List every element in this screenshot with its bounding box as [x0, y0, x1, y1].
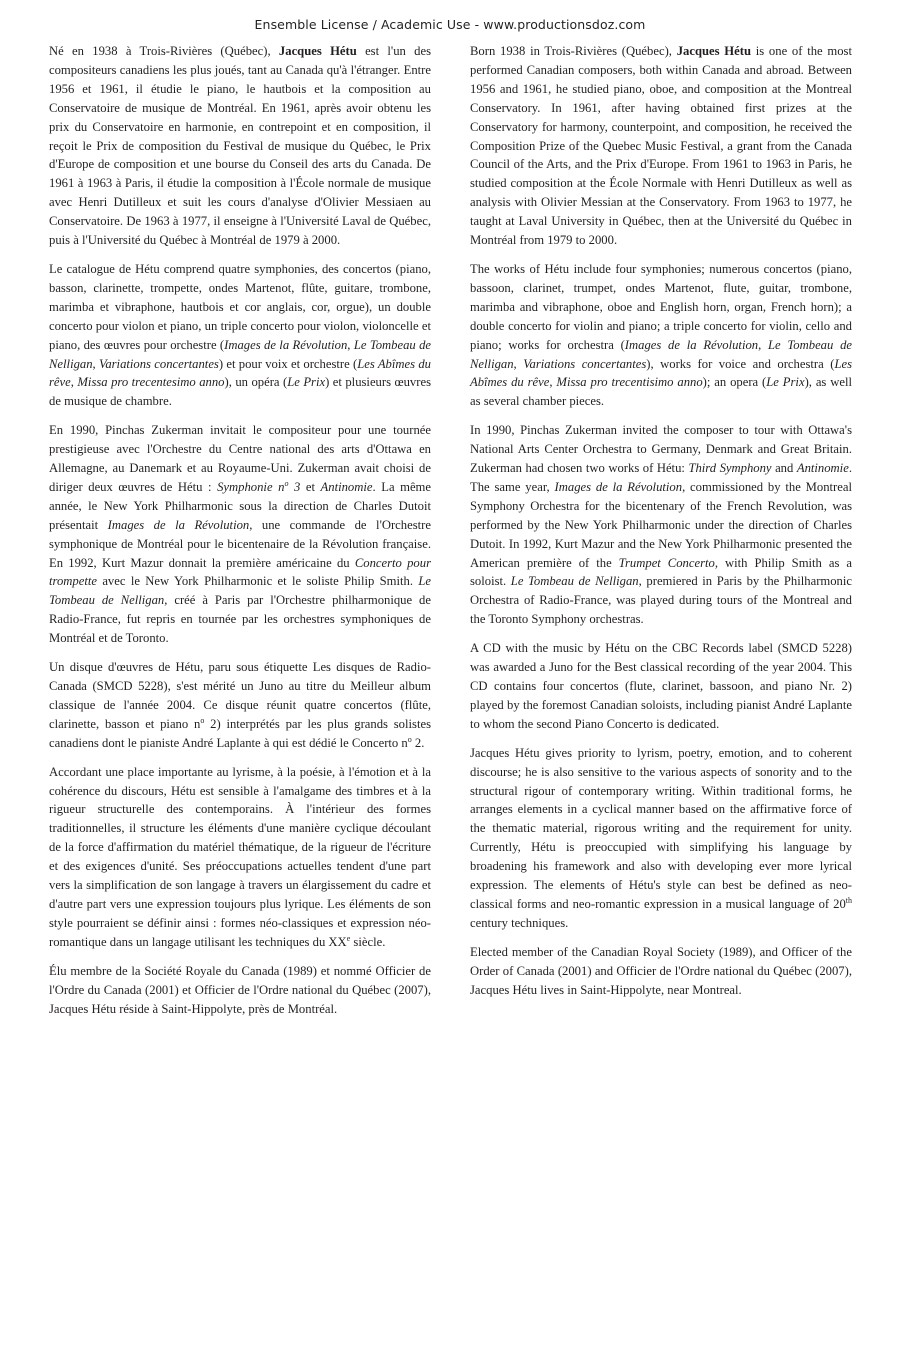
french-paragraph-6: Élu membre de la Société Royale du Canada (1989) et nommé Officier de l'Ordre du Canada (2001) et Officier de l'Ordre national du Québec (2007), Jacques Hétu réside à Saint-Hippolyte, près de Montréal.: [49, 963, 431, 1016]
english-paragraph-2: The works of Hétu include four symphonies; numerous concertos (piano, bassoon, clarinet, trumpet, ondes Martenot, flute, guitar, trombone, marimba and vibraphone, oboe and English horn, organ, French horn); a double concerto for violin and piano; a triple concerto for violin, cello and piano; works for orchestra (Images de la Révolution, Le Tombeau de Nelligan, Variations concertantes), works for voice and orchestra (Les Abîmes du rêve, Missa pro trecentisimo anno); an opera (Le Prix), as well as several chamber pieces.: [470, 261, 853, 409]
french-column: [49, 42, 431, 1028]
french-paragraph-3: En 1990, Pinchas Zukerman invitait le compositeur pour une tournée prestigieuse avec l'Orchestre du Centre national des arts d'Ottawa en Allemagne, au Danemark et au Royaume-Uni. Zukerman avait choisi de diriger deux œuvres de Hétu : Symphonie $n^o$ 3 et Antinomie. La même année, le New York Philharmonic sous la direction de Charles Dutoit présentait Images de la Révolution, une commande de l'Orchestre symphonique de Montréal pour le bicentenaire de la Révolution française. En 1992, Kurt Mazur donnait la première américaine du Concerto pour trompette avec le New York Philharmonic et le soliste Philip Smith. Le Tombeau de Nelligan, créé à Paris par l'Orchestre philharmonique de Radio-France, fut repris en tournée par les orchestres symphoniques de Montréal et de Toronto.: [49, 423, 431, 646]
composer-name: Jacques Hétu: [278, 44, 357, 58]
french-paragraph-5: Accordant une place importante au lyrisme, à la poésie, à l'émotion et à la cohérence du discours, Hétu est sensible à l'amalgame des timbres et à la rigueur structurelle des contemporains. À l'intérieur des formes traditionnelles, il structure les éléments d'une manière cyclique découlant de la force d'affirmation du matériel thématique, de la rigueur de l'écriture et des exigences d'unité. Ses préoccupations actuelles tendent d'une part vers la simplification de son langage à travers un élargissement du cadre et d'autre part vers une expression toujours plus lyrique. Les éléments de son style pourraient se définir ainsi : formes néo-classiques et expression néo-romantique dans un langage utilisant les techniques du XXe siècle.: [49, 764, 431, 949]
english-paragraph-5: Jacques Hétu gives priority to lyrism, poetry, emotion, and to coherent discourse; he is also sensitive to the various aspects of sonority and to the structural rigour of contemporary writing. Within traditional forms, he arranges elements in a cyclical manner based on the affirmative force of the thematic material, rigorous writing and the requirement for unity. Currently, Hétu is preoccupied with simplifying his language by broadening his framework and also with developing ever more lyrical expression. The elements of Hétu's style can best be defined as neo-classical forms and neo-romantic expression in a musical language of 20th century techniques.: [470, 745, 852, 930]
license-banner: Ensemble License / Academic Use - www.productionsdoz.com: [254, 17, 646, 32]
french-paragraph-2: Le catalogue de Hétu comprend quatre symphonies, des concertos (piano, basson, clarinette, trompette, ondes Martenot, flûte, guitare, trombone, marimba et vibraphone, hautbois et cor anglais, cor, orgue), un double concerto pour violon et piano, un triple concerto pour violon, violoncelle et piano, des œuvres pour orchestre (Images de la Révolution, Le Tombeau de Nelligan, Variations concertantes) et pour voix et orchestre (Les Abîmes du rêve, Missa pro trecentesimo anno), un opéra (Le Prix) et plusieurs œuvres de musique de chambre.: [49, 261, 432, 409]
english-paragraph-3: In 1990, Pinchas Zukerman invited the composer to tour with Ottawa's National Arts Center Orchestra to Germany, Denmark and Great Britain. Zukerman had chosen two works of Hétu: Third Symphony and Antinomie. The same year, Images de la Révolution, commissioned by the Montreal Symphony Orchestra for the bicentenary of the French Revolution, was performed by the New York Philharmonic under the direction of Charles Dutoit. In 1992, Kurt Mazur and the New York Philharmonic presented the American première of the Trumpet Concerto, with Philip Smith as a soloist. Le Tombeau de Nelligan, premiered in Paris by the Philharmonic Orchestra of Radio-France, was played during tours of the Montreal and the Toronto Symphony orchestras.: [470, 423, 853, 627]
french-paragraph-4: Un disque d'œuvres de Hétu, paru sous étiquette Les disques de Radio-Canada (SMCD 5228), s'est mérité un Juno au titre du Meilleur album classique de l'année 2004. Ce disque réunit quatre concertos (flûte, clarinette, basson et piano $n^o$ 2) interprétés par les plus grands solistes canadiens dont le pianiste André Laplante à qui est dédié le Concerto $n^o$ 2.: [49, 660, 431, 750]
english-column: [470, 42, 852, 1010]
english-paragraph-6: Elected member of the Canadian Royal Society (1989), and Officer of the Order of Canada (2001) and Officier de l'Ordre national du Québec (2007), Jacques Hétu lives in Saint-Hippolyte, near Montreal.: [470, 944, 852, 997]
composer-name: Jacques Hétu: [676, 44, 751, 58]
french-paragraph-1: Né en 1938 à Trois-Rivières (Québec), Jacques Hétu est l'un des compositeurs canadiens les plus joués, tant au Canada qu'à l'étranger. Entre 1956 et 1961, il étudie le piano, le hautbois et la composition au Conservatoire de musique de Montréal. En 1961, après avoir obtenu les prix du Conservatoire en harmonie, en contrepoint et en composition, il reçoit le Prix de composition du Festival de musique du Québec, le Prix d'Europe de composition et une bourse du Conseil des arts du Canada. De 1961 à 1963 à Paris, il étudie la composition à l'École normale de musique avec Henri Dutilleux et suit les cours d'analyse d'Olivier Messiaen au Conservatoire. De 1963 à 1977, il enseigne à l'Université Laval de Québec, puis à l'Université du Québec à Montréal de 1979 à 2000.: [49, 44, 432, 248]
english-paragraph-4: A CD with the music by Hétu on the CBC Records label (SMCD 5228) was awarded a Juno for the Best classical recording of the year 2004. This CD contains four concertos (flute, clarinet, bassoon, and piano Nr. 2) played by the foremost Canadian soloists, including pianist André Laplante to whom the second Piano Concerto is dedicated.: [470, 641, 852, 731]
english-paragraph-1: Born 1938 in Trois-Rivières (Québec), Jacques Hétu is one of the most performed Canadian composers, both within Canada and abroad. Between 1956 and 1961, he studied piano, oboe, and composition at the Montreal Conservatory. In 1961, after having obtained first prizes at the Conservatory for harmony, counterpoint, and composition, he received the Composition Prize of the Quebec Music Festival, a grant from the Canada Council of the Arts, and the Prix d'Europe. From 1961 to 1963 in Paris, he studied composition at the École Normale with Henri Dutilleux as well as analysis with Olivier Messian at the Conservatory. From 1963 to 1977, he taught at Laval University in Québec, then at the Université du Québec in Montréal from 1979 to 2000.: [470, 44, 852, 248]
